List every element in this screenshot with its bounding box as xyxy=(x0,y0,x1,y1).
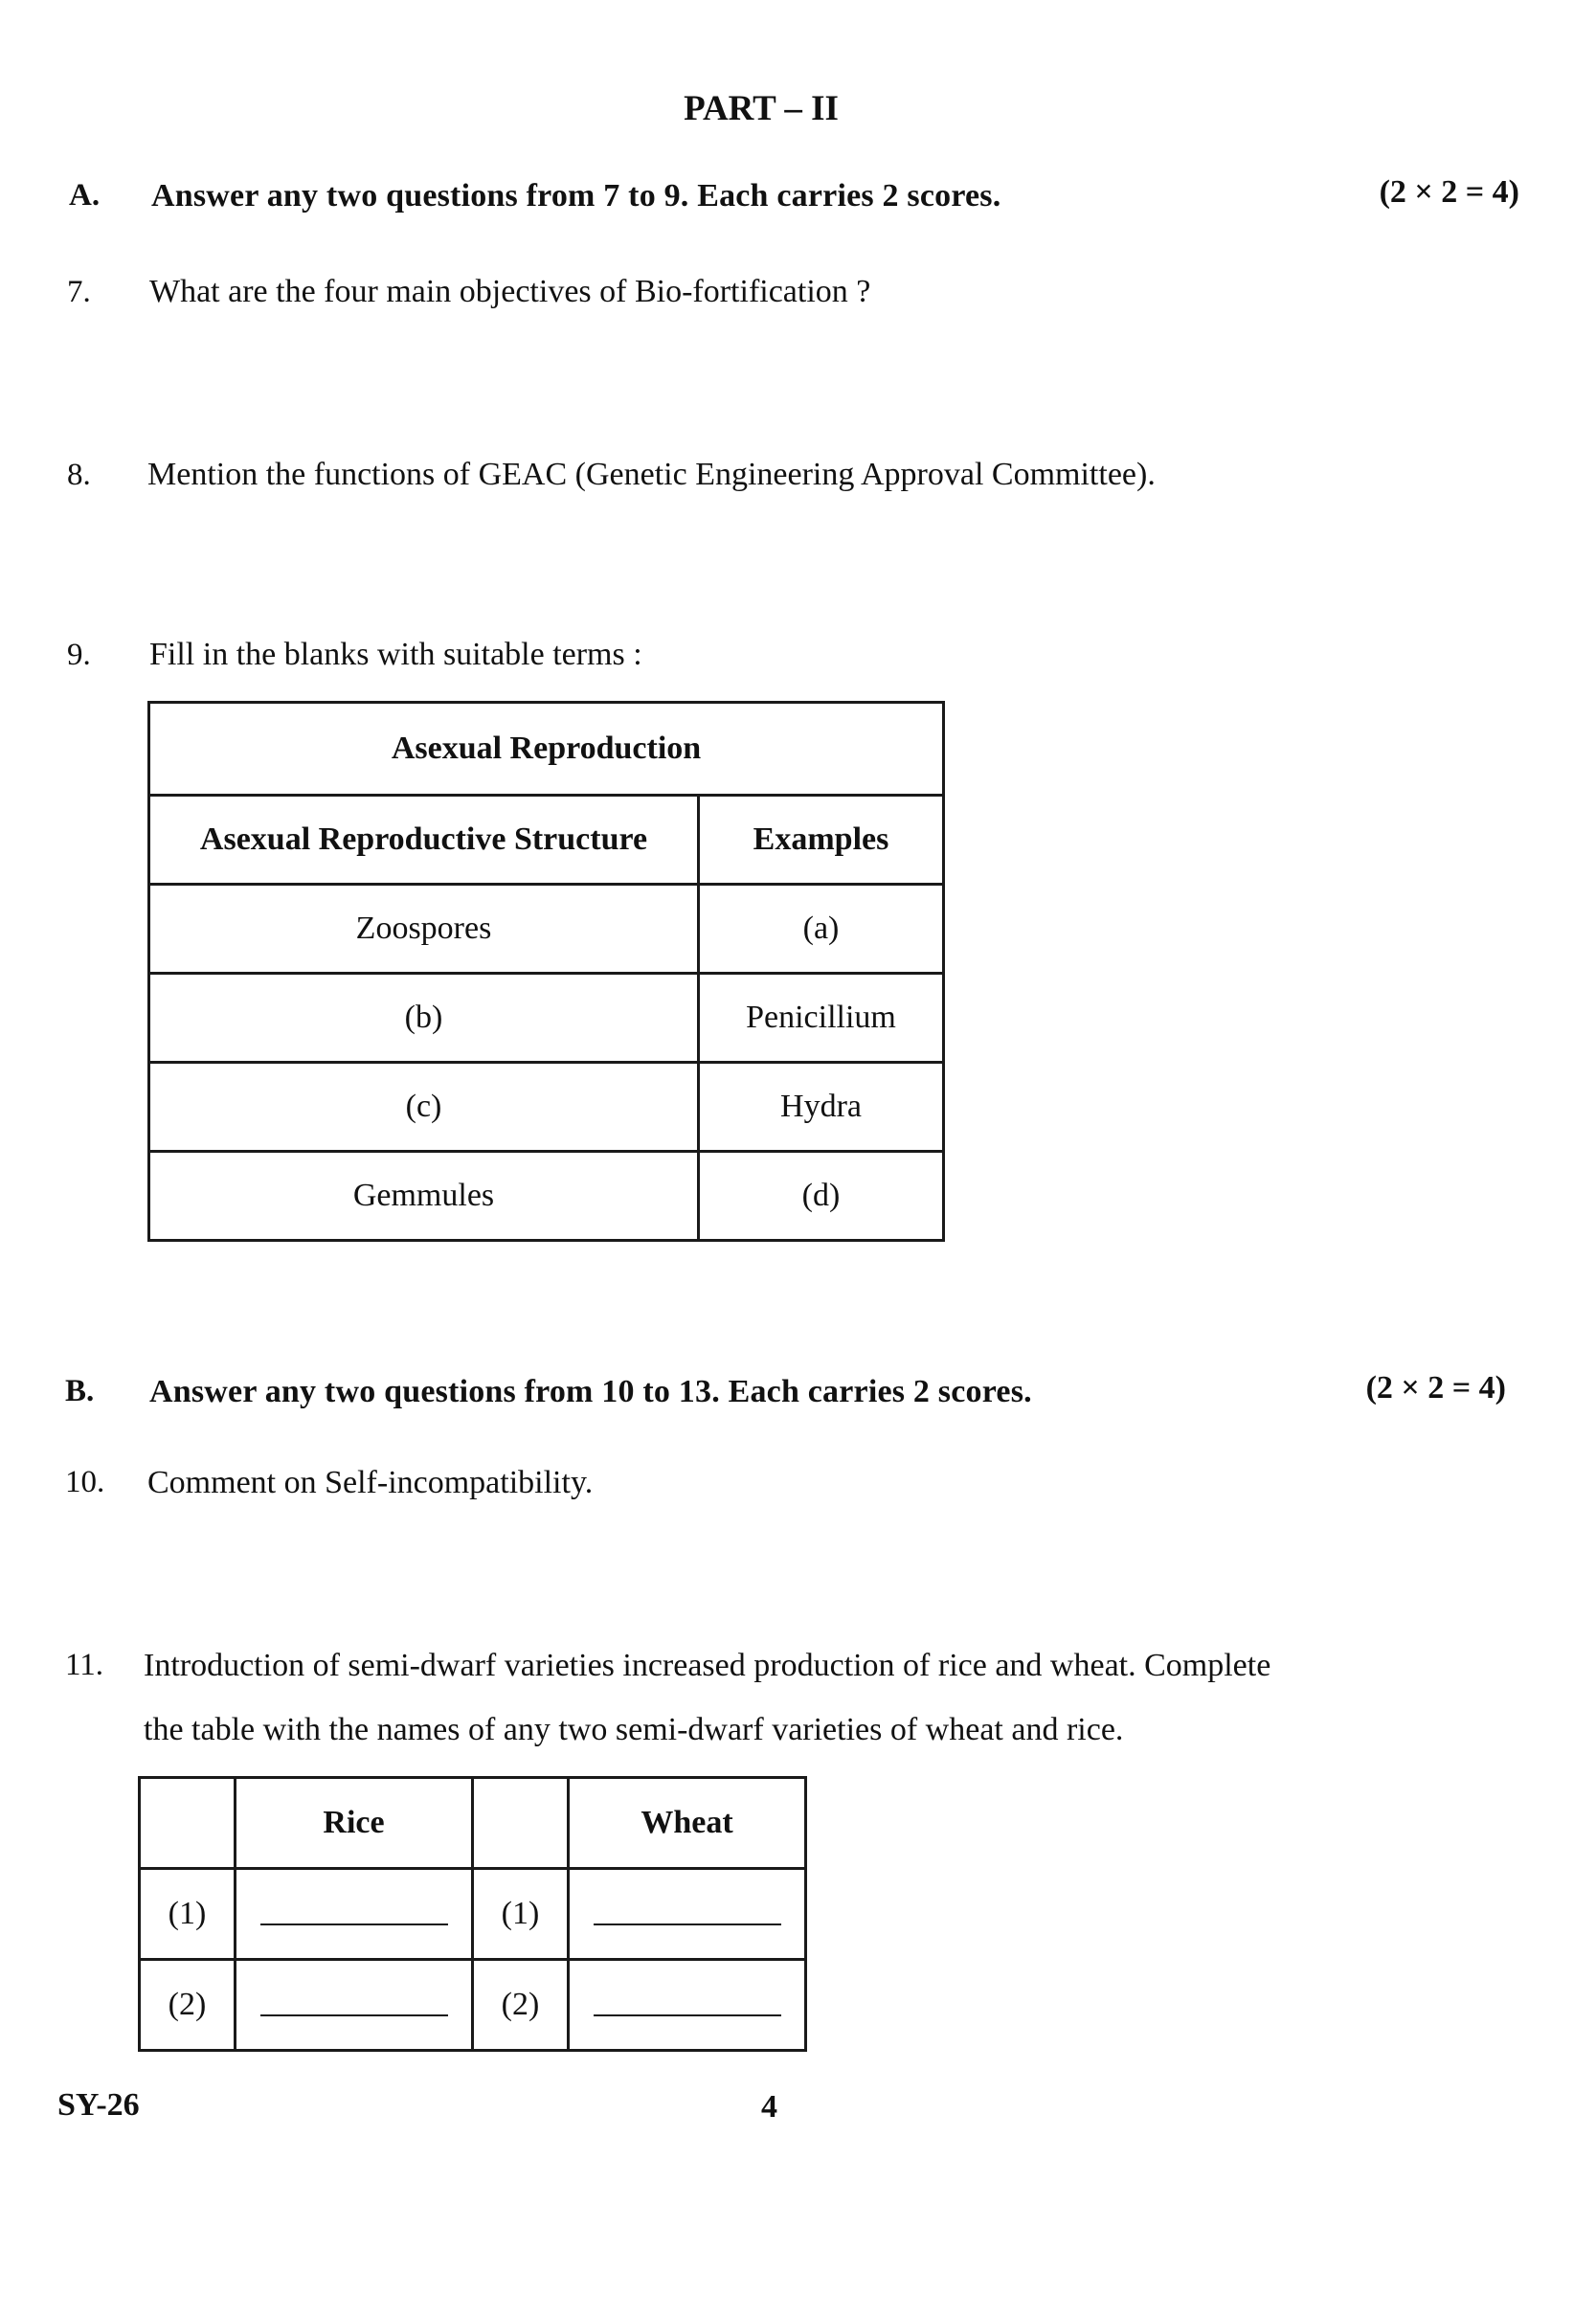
example-cell: (d) xyxy=(699,1152,944,1241)
structure-cell: Zoospores xyxy=(149,885,699,974)
section-a-letter: A. xyxy=(69,178,101,213)
answer-blank[interactable] xyxy=(260,1923,448,1925)
structure-cell: Gemmules xyxy=(149,1152,699,1241)
question-8-number: 8. xyxy=(67,458,91,492)
rice-blank-cell xyxy=(236,1869,473,1960)
column-header-rice: Rice xyxy=(236,1778,473,1869)
question-7-text: What are the four main objectives of Bio-fortification ? xyxy=(149,274,871,309)
row-number-rice: (1) xyxy=(140,1869,236,1960)
part-title: PART – II xyxy=(684,89,839,128)
table-title-row xyxy=(149,703,944,796)
table-title: Asexual Reproduction xyxy=(149,703,944,796)
question-9-number: 9. xyxy=(67,638,91,672)
table-row xyxy=(149,1152,944,1241)
empty-header-cell xyxy=(473,1778,569,1869)
answer-blank[interactable] xyxy=(594,1923,781,1925)
question-7-number: 7. xyxy=(67,275,91,309)
table-row xyxy=(149,974,944,1063)
section-a-marks: (2 × 2 = 4) xyxy=(1379,174,1519,210)
column-header-structure: Asexual Reproductive Structure xyxy=(149,796,699,885)
answer-blank[interactable] xyxy=(260,2014,448,2016)
section-b-letter: B. xyxy=(65,1374,95,1408)
question-11-number: 11. xyxy=(65,1648,104,1682)
section-b-instruction: Answer any two questions from 10 to 13. Each carries 2 scores. xyxy=(149,1374,1032,1409)
answer-blank[interactable] xyxy=(594,2014,781,2016)
question-8-text: Mention the functions of GEAC (Genetic Engineering Approval Committee). xyxy=(147,457,1156,492)
asexual-reproduction-table xyxy=(147,701,945,1242)
structure-cell: (b) xyxy=(149,974,699,1063)
section-a-instruction: Answer any two questions from 7 to 9. Each carries 2 scores. xyxy=(151,178,1001,214)
table-row xyxy=(140,1869,806,1960)
structure-cell: (c) xyxy=(149,1063,699,1152)
example-cell: Hydra xyxy=(699,1063,944,1152)
table-header-row xyxy=(149,796,944,885)
rice-blank-cell xyxy=(236,1960,473,2051)
empty-header-cell xyxy=(140,1778,236,1869)
question-9-text: Fill in the blanks with suitable terms : xyxy=(149,637,642,672)
table-row xyxy=(149,885,944,974)
paper-code: SY-26 xyxy=(57,2087,140,2123)
question-11-line-2: the table with the names of any two semi-dwarf varieties of wheat and rice. xyxy=(144,1712,1124,1747)
example-cell: Penicillium xyxy=(699,974,944,1063)
row-number-wheat: (1) xyxy=(473,1869,569,1960)
table-header-row xyxy=(140,1778,806,1869)
wheat-blank-cell xyxy=(569,1960,806,2051)
table-row xyxy=(149,1063,944,1152)
section-b-marks: (2 × 2 = 4) xyxy=(1365,1370,1506,1406)
row-number-rice: (2) xyxy=(140,1960,236,2051)
row-number-wheat: (2) xyxy=(473,1960,569,2051)
wheat-blank-cell xyxy=(569,1869,806,1960)
table-row xyxy=(140,1960,806,2051)
column-header-wheat: Wheat xyxy=(569,1778,806,1869)
question-10-text: Comment on Self-incompatibility. xyxy=(147,1465,594,1500)
semi-dwarf-varieties-table xyxy=(138,1776,807,2052)
column-header-examples: Examples xyxy=(699,796,944,885)
page-number: 4 xyxy=(761,2089,777,2125)
question-10-number: 10. xyxy=(65,1465,105,1499)
question-11-line-1: Introduction of semi-dwarf varieties increased production of rice and wheat. Complete xyxy=(144,1648,1271,1683)
example-cell: (a) xyxy=(699,885,944,974)
